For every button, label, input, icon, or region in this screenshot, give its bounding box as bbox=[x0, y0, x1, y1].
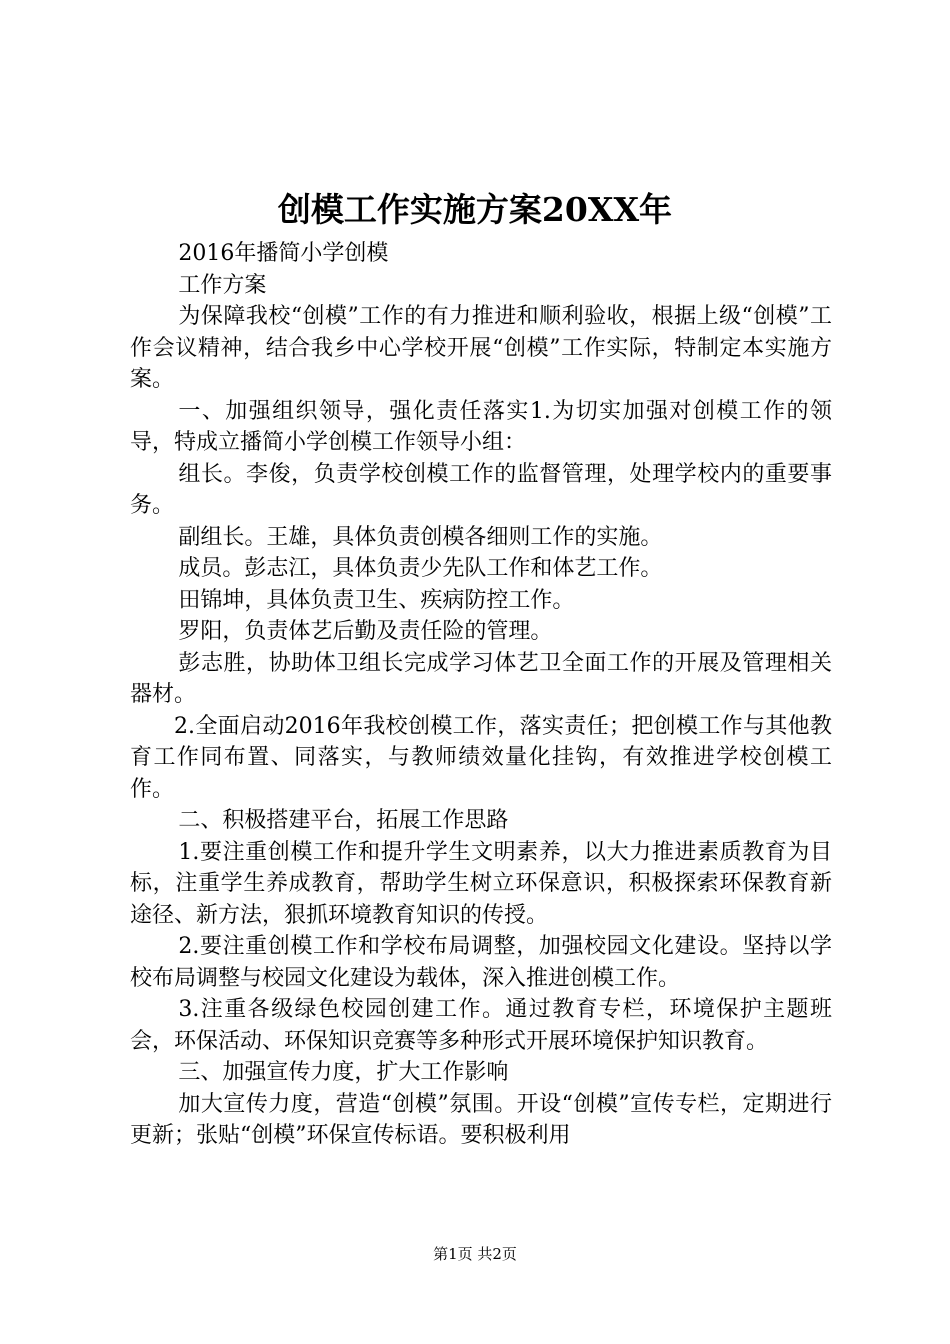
paragraph-11: 2.全面启动2016年我校创模工作，落实责任；把创模工作与其他教育工作同布置、同落实，与教师绩效量化挂钩，有效推进学校创模工作。 bbox=[130, 713, 832, 802]
paragraph-6: 副组长。王雄，具体负责创模各细则工作的实施。 bbox=[178, 524, 663, 550]
paragraph-10: 彭志胜，协助体卫组长完成学习体艺卫全面工作的开展及管理相关器材。 bbox=[130, 650, 832, 707]
paragraph-13: 1.要注重创模工作和提升学生文明素养，以大力推进素质教育为目标，注重学生养成教育，帮助学生树立环保意识，积极探索环保教育新途径、新方法，狠抓环境教育知识的传授。 bbox=[130, 839, 832, 928]
paragraph-4: 一、加强组织领导，强化责任落实1.为切实加强对创模工作的领导，特成立播简小学创模工作领导小组： bbox=[130, 398, 832, 455]
paragraph-9: 罗阳，负责体艺后勤及责任险的管理。 bbox=[178, 619, 553, 644]
paragraph-1: 2016年播简小学创模 bbox=[178, 241, 389, 266]
paragraph-8: 田锦坤，具体负责卫生、疾病防控工作。 bbox=[178, 587, 575, 613]
paragraph-5: 组长。李俊，负责学校创模工作的监督管理，处理学校内的重要事务。 bbox=[130, 461, 832, 518]
paragraph-15: 3.注重各级绿色校园创建工作。通过教育专栏，环境保护主题班会，环保活动、环保知识竞赛等多种形式开展环境保护知识教育。 bbox=[130, 997, 832, 1054]
paragraph-12: 二、积极搭建平台，拓展工作思路 bbox=[178, 808, 509, 833]
paragraph-17: 加大宣传力度，营造“创模”氛围。开设“创模”宣传专栏，定期进行更新；张贴“创模”环保宣传标语。要积极利用 bbox=[130, 1091, 832, 1148]
document-title: 创模工作实施方案20XX年 bbox=[277, 190, 673, 229]
paragraph-3: 为保障我校“创模”工作的有力推进和顺利验收，根据上级“创模”工作会议精神，结合我乡中心学校开展“创模”工作实际，特制定本实施方案。 bbox=[130, 304, 832, 392]
paragraph-16: 三、加强宣传力度，扩大工作影响 bbox=[178, 1060, 509, 1085]
paragraph-14: 2.要注重创模工作和学校布局调整，加强校园文化建设。坚持以学校布局调整与校园文化建设为载体，深入推进创模工作。 bbox=[130, 934, 832, 991]
paragraph-7: 成员。彭志江，具体负责少先队工作和体艺工作。 bbox=[178, 556, 663, 581]
page-footer: 第1页 共2页 bbox=[433, 1245, 517, 1263]
paragraph-2: 工作方案 bbox=[178, 272, 267, 298]
document-body bbox=[130, 238, 832, 1152]
